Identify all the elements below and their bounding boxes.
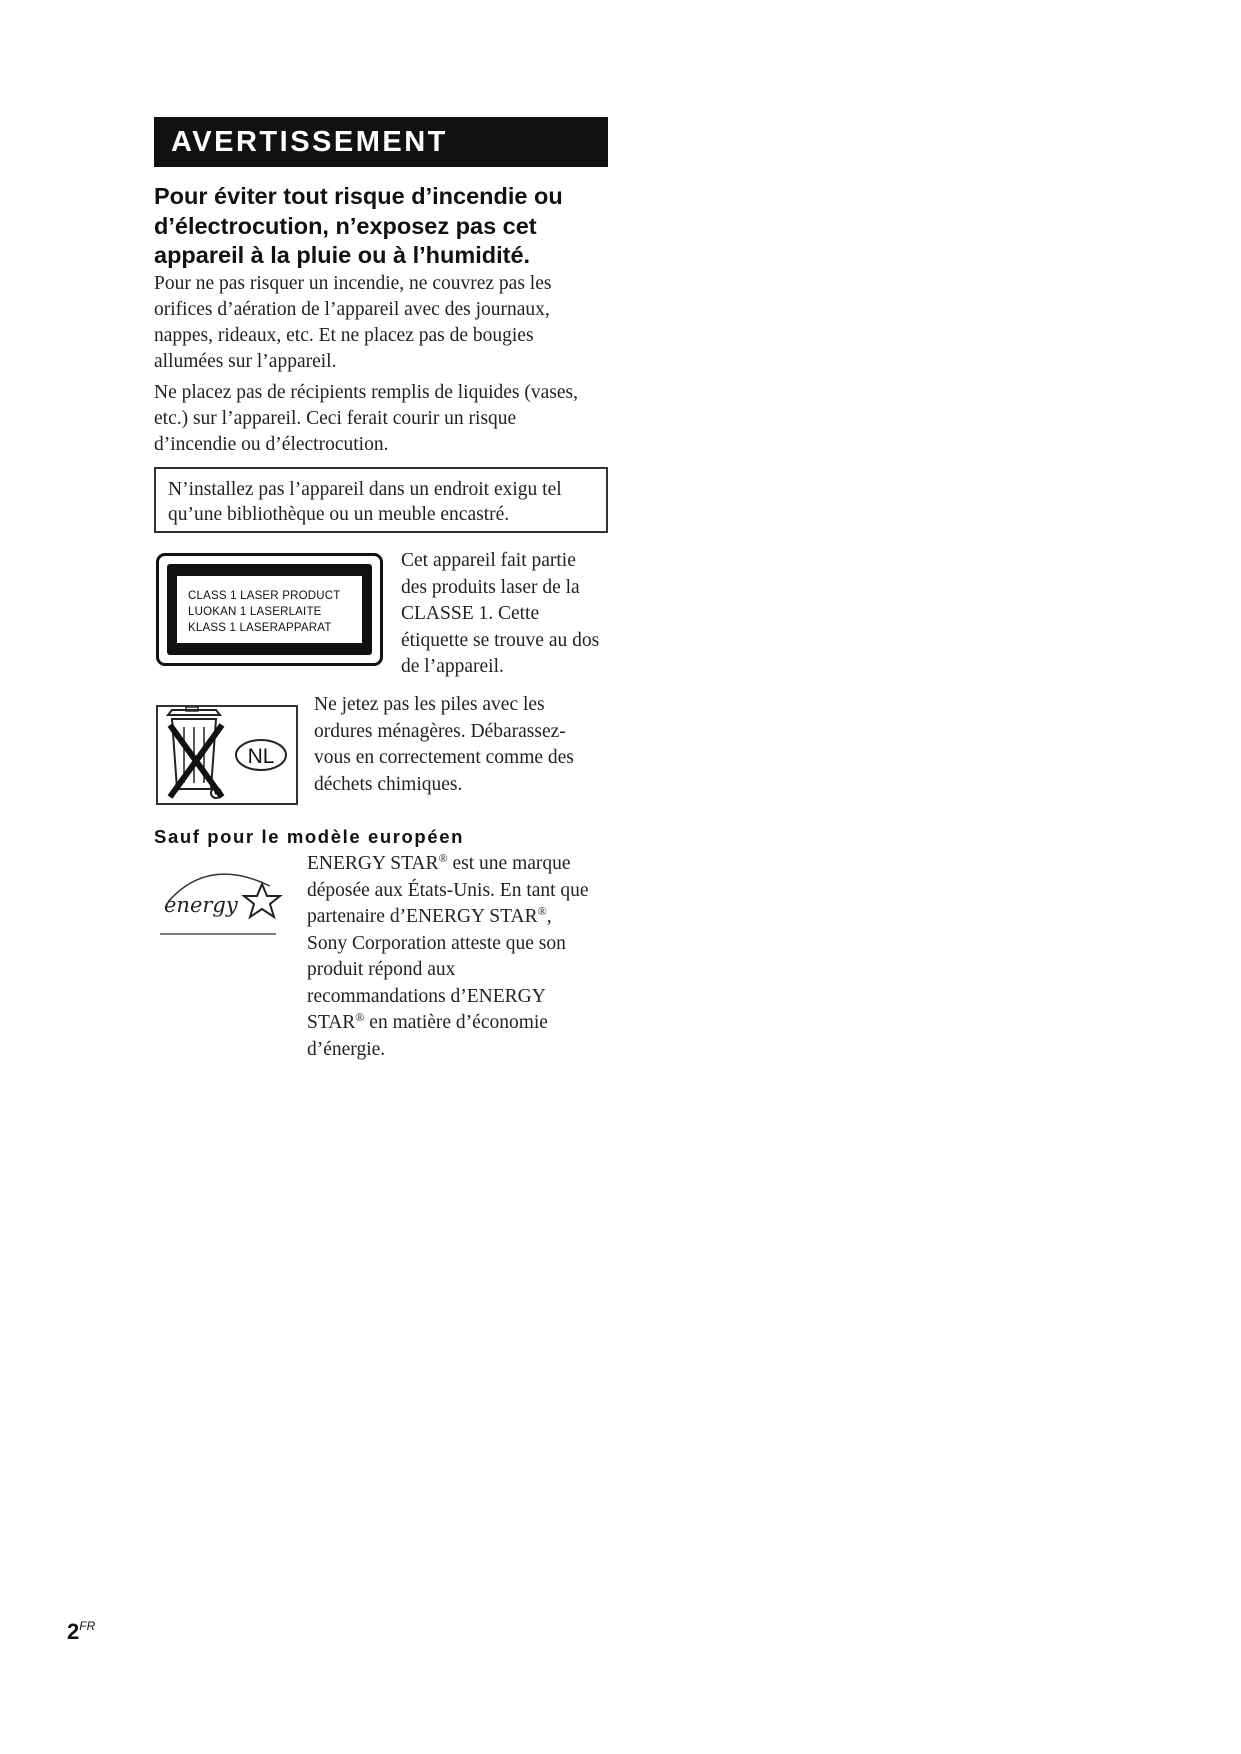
laser-label-line: LUOKAN 1 LASERLAITE [188,606,322,618]
warning-banner [154,117,608,167]
laser-text-line: des produits laser de la [401,576,580,598]
headline-line: d’électrocution, n’exposez pas cet [154,212,537,239]
energy-text-line: d’énergie. [307,1038,386,1060]
battery-text-line: vous en correctement comme des [314,747,574,768]
european-model-subheading: Sauf pour le modèle européen [154,826,465,847]
energy-star-description [307,851,617,1063]
paragraph-line: etc.) sur l’appareil. Ceci ferait courir un risque [154,408,517,429]
paragraph-line: allumées sur l’appareil. [154,351,337,372]
registered-mark: ® [438,851,448,865]
registered-mark: ® [537,904,547,918]
registered-mark: ® [355,1010,365,1024]
laser-label-line: KLASS 1 LASERAPPARAT [188,622,332,634]
warning-headline [154,182,610,271]
energy-text-fragment: partenaire d’ENERGY STAR [307,906,538,927]
battery-symbol-label: NL [247,745,275,768]
energy-text-fragment: ENERGY STAR [307,853,439,874]
energy-text-line: Sony Corporation atteste que son [307,932,566,954]
energy-text-fragment: en matière d’économie [364,1012,548,1033]
paragraph-line: Ne placez pas de récipients remplis de liquides (vases, [154,382,578,403]
laser-text-line: de l’appareil. [401,656,504,677]
laser-text-line: CLASSE 1. Cette [401,603,540,624]
paragraph-line: orifices d’aération de l’appareil avec des journaux, [154,299,550,320]
headline-line: Pour éviter tout risque d’incendie ou [154,183,563,209]
energy-text-fragment: est une marque [447,853,571,874]
notice-line: qu’une bibliothèque ou un meuble encastré. [168,504,510,525]
paragraph-ventilation [154,271,614,375]
battery-text-line: déchets chimiques. [314,773,463,795]
battery-text-line: Ne jetez pas les piles avec les [314,694,545,715]
energy-text-line: déposée aux États-Unis. En tant que [307,879,589,901]
energy-text-line [307,904,617,931]
crossed-bin-icon [156,705,298,805]
paragraph-line: nappes, rideaux, etc. Et ne placez pas de bougies [154,325,534,346]
energy-star-logo [158,862,288,944]
laser-product-label [156,553,383,666]
battery-text-line: ordures ménagères. Débarassez- [314,720,566,742]
page-number-value: 2 [67,1619,80,1644]
energy-text-line [307,851,617,878]
page-language-suffix: FR [79,1619,96,1633]
installation-notice-box [154,467,608,533]
energy-text-fragment: STAR [307,1012,356,1033]
paragraph-liquids [154,380,614,458]
notice-line: N’installez pas l’appareil dans un endroit exigu tel [168,479,562,500]
laser-text-line: étiquette se trouve au dos [401,629,600,651]
battery-description [314,692,614,798]
energy-text-line: recommandations d’ENERGY [307,985,546,1007]
headline-line: appareil à la pluie ou à l’humidité. [154,242,531,268]
laser-label-line: CLASS 1 LASER PRODUCT [188,590,341,602]
energy-text-line [307,1010,617,1037]
energy-text-line: produit répond aux [307,959,456,980]
energy-text-fragment: , [546,906,552,927]
paragraph-line: Pour ne pas risquer un incendie, ne couvrez pas les [154,273,552,294]
page-number [67,1619,95,1645]
laser-text-line: Cet appareil fait partie [401,550,576,571]
warning-title: AVERTISSEMENT [171,125,448,158]
laser-description [401,548,616,681]
energy-logo-text: energy [164,893,238,917]
paragraph-line: d’incendie ou d’électrocution. [154,434,389,455]
